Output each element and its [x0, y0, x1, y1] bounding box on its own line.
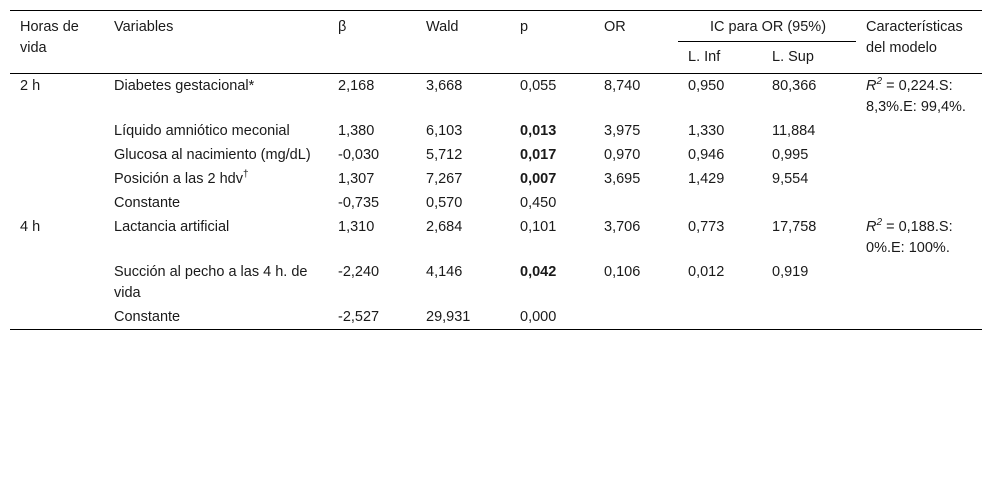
cell-hours: 2 h — [20, 78, 41, 94]
cell-low: 1,429 — [688, 171, 725, 187]
cell-variable — [104, 119, 328, 143]
cell-low: 1,330 — [688, 123, 725, 139]
significant-p: 0,017 — [520, 147, 557, 163]
cell-model — [856, 305, 982, 330]
cell-beta: 1,307 — [338, 171, 375, 187]
cell-beta: -2,527 — [328, 305, 416, 330]
cell-beta: 1,380 — [338, 123, 375, 139]
col-or-header: OR — [594, 11, 678, 74]
cell-model — [856, 74, 982, 120]
cell-wald: 7,267 — [426, 171, 463, 187]
col-wald-header: Wald — [416, 11, 510, 74]
table-row — [10, 143, 982, 167]
col-hours-header: Horas de vida — [10, 11, 104, 74]
cell-or: 0,106 — [604, 264, 641, 280]
variable-label: Constante — [114, 309, 181, 325]
cell-variable — [104, 74, 328, 120]
cell-hours — [10, 305, 104, 330]
model-stats: = 0,188.S: 0%.E: 100%. — [866, 219, 953, 256]
cell-p — [510, 119, 594, 143]
cell-high: 80,366 — [772, 78, 817, 94]
cell-or — [594, 305, 678, 330]
cell-hours — [10, 191, 104, 215]
footnote-mark: † — [242, 169, 249, 181]
r2-exponent: 2 — [876, 217, 883, 229]
cell-or: 0,970 — [604, 147, 641, 163]
cell-or: 8,740 — [604, 78, 641, 94]
cell-model — [856, 167, 982, 191]
r2-symbol: $R^2$ — [866, 76, 883, 94]
cell-wald: 4,146 — [426, 264, 463, 280]
r2-symbol: $R^2$ — [866, 217, 883, 235]
col-ic-header: IC para OR (95%) — [678, 11, 856, 42]
significant-p: 0,013 — [520, 123, 557, 139]
cell-hours: 4 h — [20, 219, 41, 235]
header-row — [10, 11, 982, 42]
cell-beta: -2,240 — [338, 264, 380, 280]
cell-variable — [104, 143, 328, 167]
cell-hours — [10, 167, 104, 191]
cell-high: 0,995 — [772, 147, 809, 163]
regression-table — [10, 10, 982, 330]
cell-wald: 3,668 — [426, 78, 463, 94]
variable-label: Glucosa al nacimiento (mg/dL) — [114, 147, 311, 163]
cell-low — [678, 191, 762, 215]
cell-low: 0,012 — [688, 264, 725, 280]
table-row — [10, 260, 982, 305]
significant-p: 0,007 — [520, 171, 557, 187]
cell-or — [594, 191, 678, 215]
cell-beta: 2,168 — [338, 78, 375, 94]
cell-hours — [10, 260, 104, 305]
cell-p: 0,101 — [520, 219, 557, 235]
cell-variable — [104, 191, 328, 215]
variable-label: Succión al pecho a las 4 h. de vida — [114, 264, 308, 301]
cell-or: 3,695 — [604, 171, 641, 187]
cell-wald: 5,712 — [426, 147, 463, 163]
model-stats: = 0,224.S: 8,3%.E: 99,4%. — [866, 78, 966, 115]
cell-high: 11,884 — [772, 123, 816, 139]
cell-p: 0,000 — [510, 305, 594, 330]
cell-high: 0,919 — [772, 264, 809, 280]
cell-model — [856, 119, 982, 143]
cell-p: 0,450 — [520, 195, 557, 211]
cell-beta: -0,735 — [338, 195, 380, 211]
cell-variable — [104, 167, 328, 191]
table-row — [10, 191, 982, 215]
cell-p — [510, 167, 594, 191]
cell-wald: 0,570 — [426, 195, 463, 211]
cell-or: 3,706 — [604, 219, 641, 235]
cell-model — [856, 260, 982, 305]
cell-beta: -0,030 — [338, 147, 380, 163]
cell-or: 3,975 — [604, 123, 641, 139]
cell-low — [678, 305, 762, 330]
cell-model — [856, 191, 982, 215]
table-row — [10, 167, 982, 191]
cell-p — [510, 260, 594, 305]
cell-low: 0,946 — [688, 147, 725, 163]
cell-high: 9,554 — [772, 171, 809, 187]
col-p-header: p — [510, 11, 594, 74]
table-row — [10, 119, 982, 143]
table-row — [10, 305, 982, 330]
cell-low: 0,773 — [688, 219, 725, 235]
variable-label: Posición a las 2 hdv — [114, 171, 243, 187]
cell-hours — [10, 119, 104, 143]
col-ic-high-header: L. Sup — [762, 42, 856, 74]
significant-p: 0,042 — [520, 264, 557, 280]
cell-wald: 2,684 — [426, 219, 463, 235]
cell-low: 0,950 — [688, 78, 725, 94]
cell-high: 17,758 — [772, 219, 817, 235]
col-ic-low-header: L. Inf — [678, 42, 762, 74]
col-beta-header: β — [328, 11, 416, 74]
cell-wald: 6,103 — [426, 123, 463, 139]
variable-label: Lactancia artificial — [114, 219, 230, 235]
cell-p — [510, 143, 594, 167]
table-body — [10, 74, 982, 330]
cell-high — [762, 191, 856, 215]
cell-high — [762, 305, 856, 330]
variable-label: Constante — [114, 195, 181, 211]
cell-p: 0,055 — [520, 78, 557, 94]
cell-variable — [104, 215, 328, 260]
variable-label: Líquido amniótico meconial — [114, 123, 290, 139]
cell-wald: 29,931 — [416, 305, 510, 330]
cell-model — [856, 215, 982, 260]
cell-variable — [104, 305, 328, 330]
table-row — [10, 215, 982, 260]
r2-exponent: 2 — [876, 76, 883, 88]
variable-label: Diabetes gestacional — [114, 78, 249, 94]
table-row — [10, 74, 982, 120]
cell-model — [856, 143, 982, 167]
col-variables-header: Variables — [104, 11, 328, 74]
col-model-header: Características del modelo — [856, 11, 982, 74]
cell-variable — [104, 260, 328, 305]
footnote-mark: * — [248, 78, 255, 94]
cell-beta: 1,310 — [338, 219, 375, 235]
cell-hours — [10, 143, 104, 167]
